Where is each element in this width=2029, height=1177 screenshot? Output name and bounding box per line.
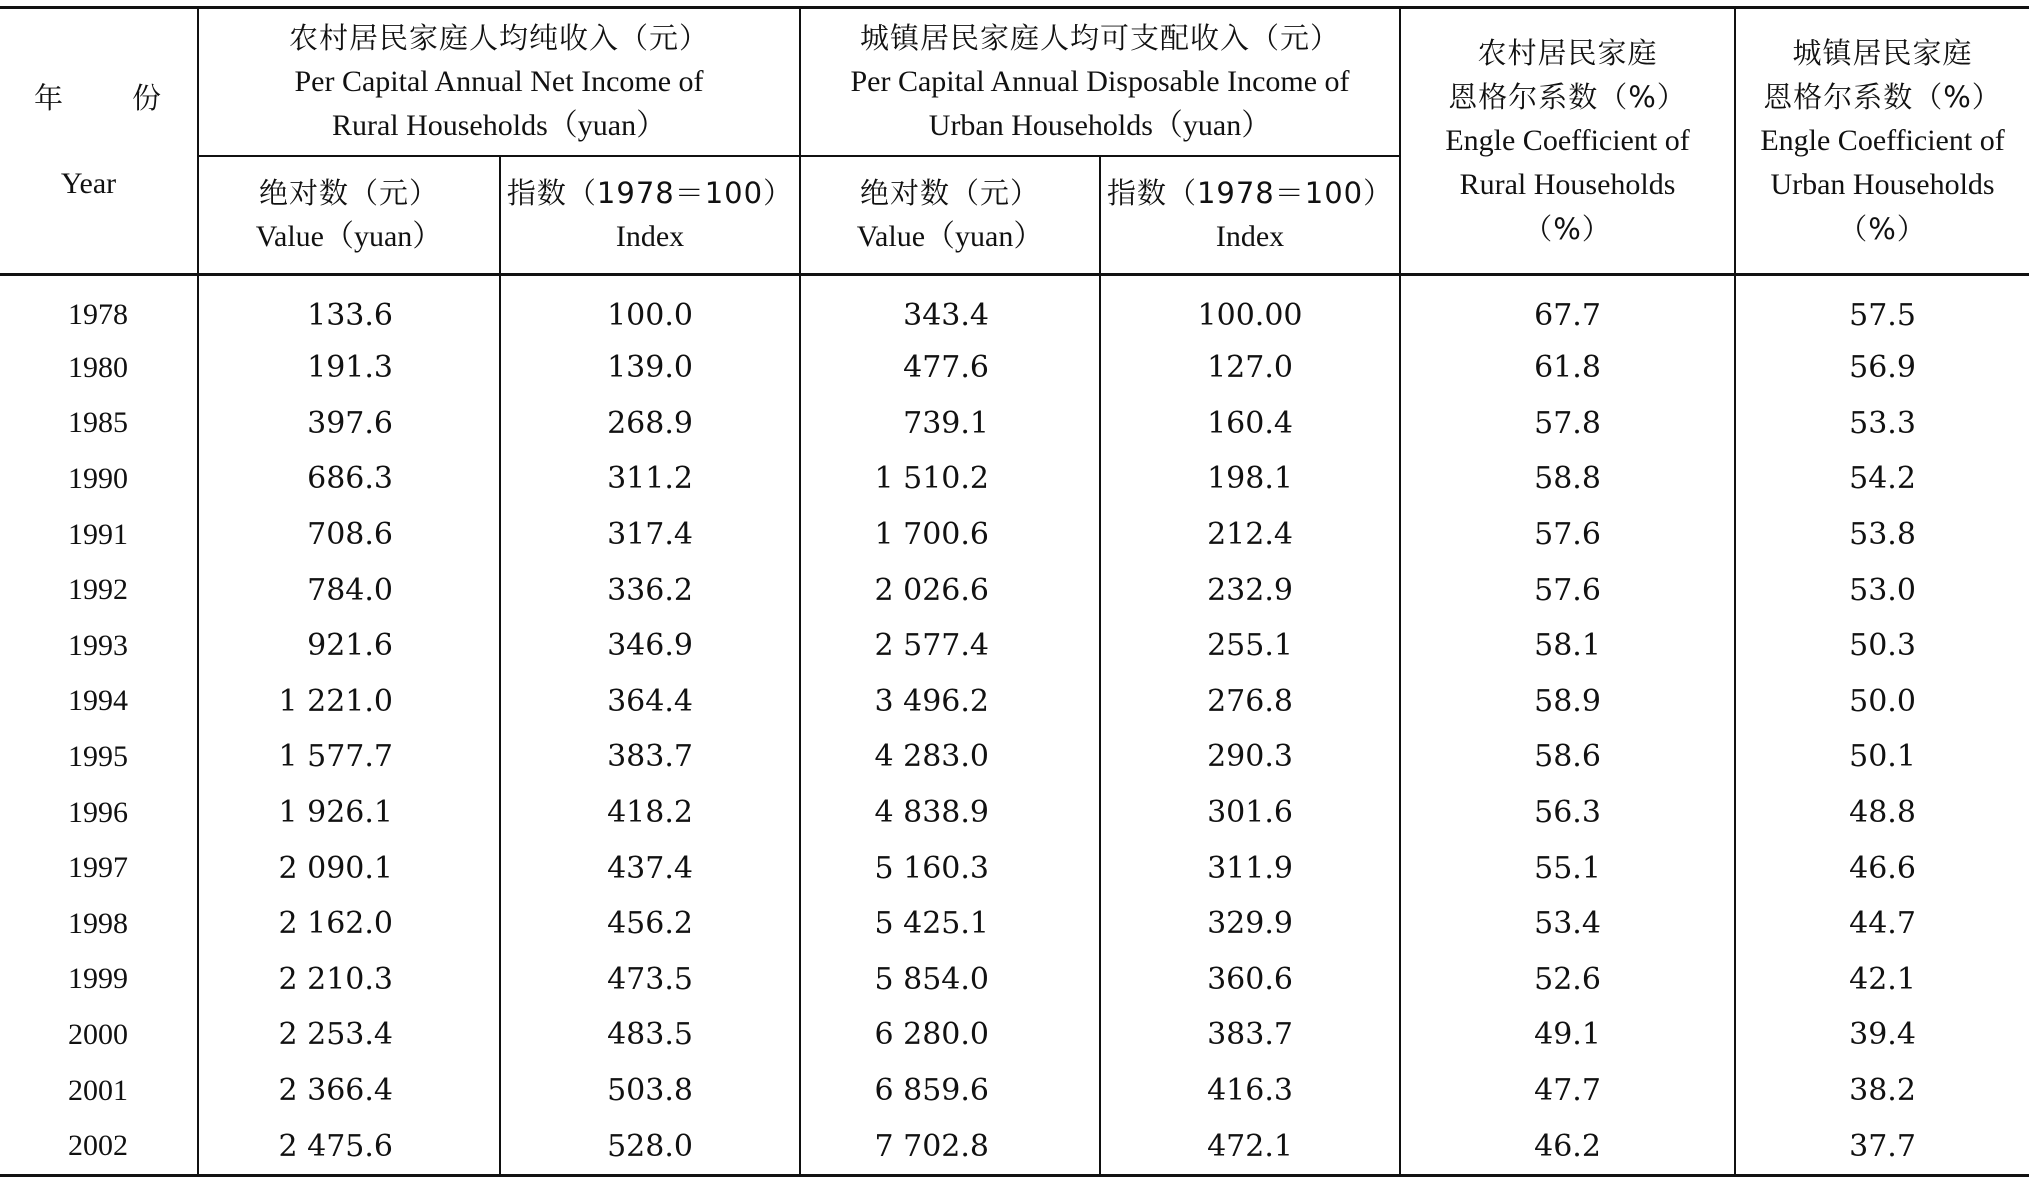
table-row	[0, 507, 2029, 563]
rural-engle-cell: 49.1	[1400, 1007, 1735, 1063]
urban-index-cell: 301.6	[1100, 785, 1400, 841]
year-cell: 1980	[0, 340, 198, 396]
year-header	[0, 8, 198, 275]
year-cell: 1997	[0, 840, 198, 896]
urban-value-cell: 1 510.2	[800, 451, 1100, 507]
urban-engle-cell: 39.4	[1849, 1017, 1916, 1053]
urban-value-cell: 2 577.4	[800, 618, 1100, 674]
urban-index-cell: 383.7	[1100, 1007, 1400, 1063]
urban-income-header-en2: Urban Households（yuan）	[928, 109, 1272, 142]
rural-engle-cell: 52.6	[1400, 952, 1735, 1008]
urban-index-cell: 360.6	[1100, 952, 1400, 1008]
urban-engle-cell: 53.8	[1849, 517, 1916, 553]
rural-engle-header-unit: （%）	[1523, 212, 1612, 246]
urban-engle-cell: 46.6	[1849, 850, 1916, 886]
urban-value-cell: 1 700.6	[800, 507, 1100, 563]
rural-value-cell: 1 577.7	[198, 729, 500, 785]
rural-engle-cell: 56.3	[1400, 785, 1735, 841]
table-row	[0, 1007, 2029, 1063]
urban-value-cell: 4 838.9	[800, 785, 1100, 841]
urban-income-header-cn: 城镇居民家庭人均可支配收入（元）	[860, 21, 1341, 55]
rural-value-cell: 708.6	[198, 507, 500, 563]
rural-value-header-cn: 绝对数（元）	[258, 176, 439, 210]
table-row	[0, 340, 2029, 396]
rural-value-cell: 191.3	[198, 340, 500, 396]
urban-index-header-en: Index	[1215, 220, 1285, 253]
urban-value-header	[800, 156, 1100, 275]
urban-engle-cell: 56.9	[1849, 350, 1916, 386]
rural-index-cell: 383.7	[500, 729, 800, 785]
year-cell: 1991	[0, 507, 198, 563]
urban-engle-header-unit: （%）	[1838, 212, 1927, 246]
year-cell: 1995	[0, 729, 198, 785]
rural-engle-header-en2: Rural Households	[1459, 168, 1676, 201]
urban-engle-header-cn1: 城镇居民家庭	[1792, 36, 1973, 70]
rural-engle-cell: 47.7	[1400, 1063, 1735, 1119]
table-header	[0, 8, 2029, 275]
rural-value-cell: 2 366.4	[198, 1063, 500, 1119]
rural-value-cell: 2 162.0	[198, 896, 500, 952]
urban-value-cell: 343.4	[800, 275, 1100, 341]
year-cell: 2002	[0, 1118, 198, 1175]
urban-index-header-cn: 指数（1978＝100）	[1106, 176, 1394, 210]
rural-index-cell: 364.4	[500, 674, 800, 730]
rural-income-header-en2: Rural Households（yuan）	[331, 109, 667, 142]
year-header-cn	[0, 76, 197, 120]
urban-value-cell: 7 702.8	[800, 1118, 1100, 1175]
urban-index-cell: 212.4	[1100, 507, 1400, 563]
urban-income-header	[800, 8, 1400, 157]
year-cell: 1998	[0, 896, 198, 952]
urban-engle-header-en1: Engle Coefficient of	[1760, 124, 2005, 157]
urban-engle-cell: 53.3	[1849, 405, 1916, 441]
year-cell: 1994	[0, 674, 198, 730]
urban-income-header-en1: Per Capital Annual Disposable Income of	[850, 65, 1350, 98]
rural-engle-header	[1400, 8, 1735, 275]
urban-index-cell: 416.3	[1100, 1063, 1400, 1119]
urban-index-cell: 100.00	[1100, 275, 1400, 341]
urban-engle-cell: 50.3	[1849, 628, 1916, 664]
table-row	[0, 618, 2029, 674]
year-cell: 1993	[0, 618, 198, 674]
urban-value-cell: 6 280.0	[800, 1007, 1100, 1063]
urban-index-cell: 290.3	[1100, 729, 1400, 785]
urban-index-cell: 472.1	[1100, 1118, 1400, 1175]
year-header-cn-1: 年	[34, 81, 64, 115]
year-cell: 2000	[0, 1007, 198, 1063]
table-row	[0, 840, 2029, 896]
income-engle-table	[0, 6, 2029, 1177]
year-cell: 1978	[0, 275, 198, 341]
urban-engle-cell: 50.1	[1849, 739, 1916, 775]
year-header-cn-2: 份	[131, 81, 161, 115]
urban-engle-header-en2: Urban Households	[1770, 168, 1995, 201]
rural-engle-cell: 57.6	[1400, 562, 1735, 618]
urban-index-cell: 232.9	[1100, 562, 1400, 618]
urban-value-cell: 5 160.3	[800, 840, 1100, 896]
table-row	[0, 896, 2029, 952]
rural-value-cell: 921.6	[198, 618, 500, 674]
table-row	[0, 451, 2029, 507]
rural-index-header	[500, 156, 800, 275]
rural-index-header-cn: 指数（1978＝100）	[506, 176, 794, 210]
table-row	[0, 562, 2029, 618]
table-row	[0, 729, 2029, 785]
urban-index-cell: 255.1	[1100, 618, 1400, 674]
urban-value-cell: 3 496.2	[800, 674, 1100, 730]
urban-index-cell: 311.9	[1100, 840, 1400, 896]
year-cell: 2001	[0, 1063, 198, 1119]
urban-value-header-en: Value（yuan）	[856, 220, 1044, 253]
urban-index-cell: 127.0	[1100, 340, 1400, 396]
rural-value-cell: 397.6	[198, 396, 500, 452]
urban-index-cell: 198.1	[1100, 451, 1400, 507]
rural-engle-cell: 57.6	[1400, 507, 1735, 563]
urban-engle-cell: 42.1	[1849, 961, 1916, 997]
rural-engle-cell: 55.1	[1400, 840, 1735, 896]
urban-value-cell: 4 283.0	[800, 729, 1100, 785]
table-row	[0, 1118, 2029, 1175]
rural-index-cell: 336.2	[500, 562, 800, 618]
rural-value-cell: 1 926.1	[198, 785, 500, 841]
urban-engle-cell: 50.0	[1849, 683, 1916, 719]
table-body	[0, 275, 2029, 1176]
rural-index-cell: 528.0	[500, 1118, 800, 1175]
rural-value-cell: 686.3	[198, 451, 500, 507]
rural-engle-cell: 58.1	[1400, 618, 1735, 674]
rural-income-header-cn: 农村居民家庭人均纯收入（元）	[289, 21, 710, 55]
rural-engle-cell: 57.8	[1400, 396, 1735, 452]
urban-value-cell: 5 425.1	[800, 896, 1100, 952]
rural-engle-cell: 58.9	[1400, 674, 1735, 730]
rural-index-cell: 311.2	[500, 451, 800, 507]
urban-index-cell: 329.9	[1100, 896, 1400, 952]
rural-engle-cell: 67.7	[1400, 275, 1735, 341]
urban-value-cell: 6 859.6	[800, 1063, 1100, 1119]
urban-engle-cell: 48.8	[1849, 795, 1916, 831]
urban-value-cell: 5 854.0	[800, 952, 1100, 1008]
urban-value-cell: 2 026.6	[800, 562, 1100, 618]
urban-engle-cell: 37.7	[1735, 1118, 2029, 1175]
urban-value-header-cn: 绝对数（元）	[860, 176, 1041, 210]
year-cell: 1992	[0, 562, 198, 618]
year-cell: 1999	[0, 952, 198, 1008]
rural-index-cell: 456.2	[500, 896, 800, 952]
urban-index-header	[1100, 156, 1400, 275]
rural-index-cell: 473.5	[500, 952, 800, 1008]
rural-value-cell: 1 221.0	[198, 674, 500, 730]
urban-engle-cell: 54.2	[1849, 461, 1916, 497]
rural-value-cell: 2 475.6	[198, 1118, 500, 1175]
rural-value-header	[198, 156, 500, 275]
rural-value-cell: 784.0	[198, 562, 500, 618]
year-cell: 1990	[0, 451, 198, 507]
rural-index-cell: 483.5	[500, 1007, 800, 1063]
rural-index-cell: 346.9	[500, 618, 800, 674]
rural-value-cell: 133.6	[198, 275, 500, 341]
rural-value-cell: 2 210.3	[198, 952, 500, 1008]
table-row	[0, 952, 2029, 1008]
urban-value-cell: 739.1	[800, 396, 1100, 452]
table-row	[0, 674, 2029, 730]
year-header-en: Year	[60, 167, 117, 200]
rural-index-cell: 268.9	[500, 396, 800, 452]
table-row	[0, 785, 2029, 841]
rural-income-header-en1: Per Capital Annual Net Income of	[294, 65, 704, 98]
year-cell: 1996	[0, 785, 198, 841]
rural-engle-header-cn1: 农村居民家庭	[1477, 36, 1658, 70]
rural-engle-cell: 58.8	[1400, 451, 1735, 507]
rural-index-cell: 139.0	[500, 340, 800, 396]
rural-engle-cell: 58.6	[1400, 729, 1735, 785]
urban-index-cell: 276.8	[1100, 674, 1400, 730]
table-row	[0, 1063, 2029, 1119]
urban-value-cell: 477.6	[800, 340, 1100, 396]
rural-index-header-en: Index	[615, 220, 685, 253]
table-row	[0, 275, 2029, 341]
rural-engle-header-en1: Engle Coefficient of	[1445, 124, 1690, 157]
rural-index-cell: 503.8	[500, 1063, 800, 1119]
urban-engle-cell: 44.7	[1849, 906, 1916, 942]
urban-engle-cell: 53.0	[1849, 572, 1916, 608]
rural-value-header-en: Value（yuan）	[255, 220, 443, 253]
urban-engle-header-cn2: 恩格尔系数（%）	[1763, 80, 2002, 114]
table-row	[0, 396, 2029, 452]
rural-income-header	[198, 8, 800, 157]
rural-value-cell: 2 090.1	[198, 840, 500, 896]
year-cell: 1985	[0, 396, 198, 452]
rural-index-cell: 437.4	[500, 840, 800, 896]
rural-engle-cell: 46.2	[1400, 1118, 1735, 1175]
rural-index-cell: 317.4	[500, 507, 800, 563]
rural-index-cell: 418.2	[500, 785, 800, 841]
urban-index-cell: 160.4	[1100, 396, 1400, 452]
urban-engle-cell: 38.2	[1849, 1073, 1916, 1109]
rural-engle-header-cn2: 恩格尔系数（%）	[1448, 80, 1687, 114]
rural-engle-cell: 53.4	[1400, 896, 1735, 952]
rural-engle-cell: 61.8	[1400, 340, 1735, 396]
urban-engle-cell: 57.5	[1849, 297, 1916, 333]
rural-index-cell: 100.0	[500, 275, 800, 341]
rural-value-cell: 2 253.4	[198, 1007, 500, 1063]
urban-engle-header	[1735, 8, 2029, 275]
